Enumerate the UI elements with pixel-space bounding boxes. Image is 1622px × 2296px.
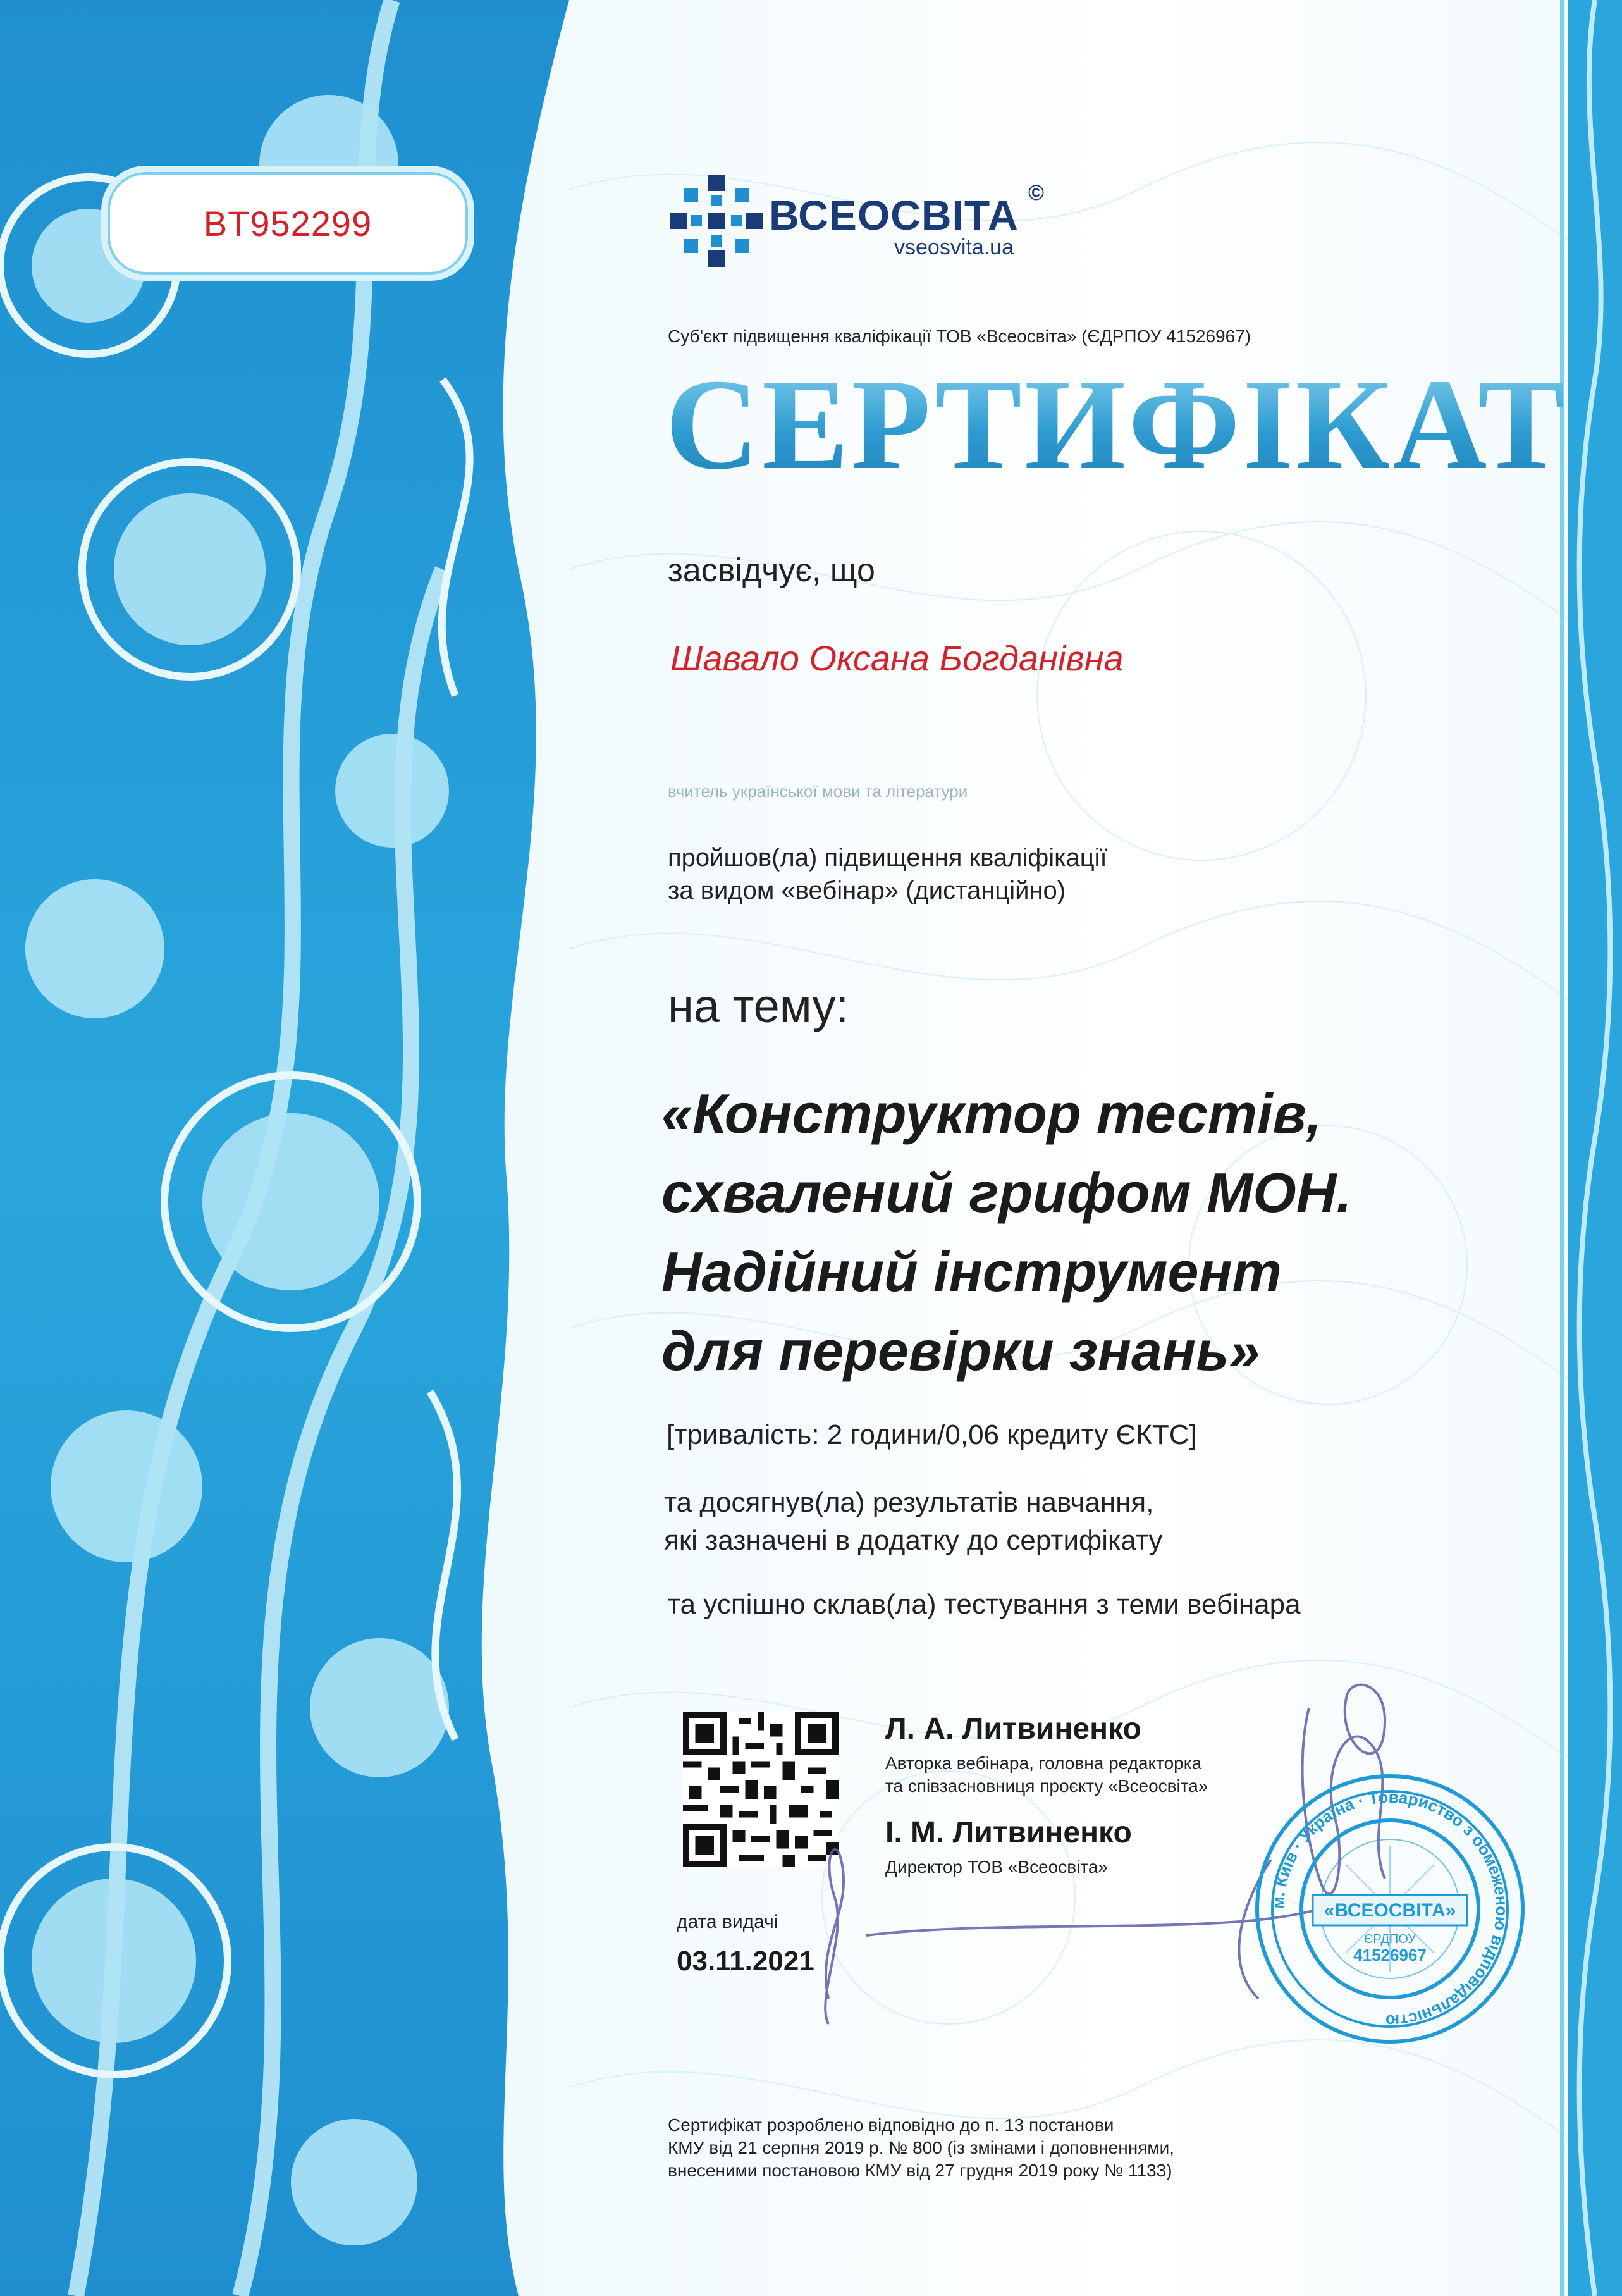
recipient-name: Шавало Оксана Богданівна [670,638,1124,678]
webinar-topic [661,1074,1352,1390]
signatory-2-name: І. М. Литвиненко [885,1816,1132,1849]
footer-line: внесеними постановою КМУ від 27 грудня 2019 року № 1133) [668,2161,1172,2180]
qualification-line: пройшов(ла) підвищення кваліфікації [668,844,1107,872]
company-stamp [1252,1771,1528,2047]
footer-line: КМУ від 21 серпня 2019 р. № 800 (із змінами і доповненнями, [668,2138,1175,2157]
qualification-text [668,841,1107,907]
signatory-1-role-line: Авторка вебінара, головна редакторка [885,1753,1202,1773]
topic-line: «Конструктор тестів, [661,1082,1322,1145]
logo-copyright: © [1028,181,1045,205]
issue-date: 03.11.2021 [677,1946,814,1977]
on-topic-label: на тему: [668,980,849,1032]
results-line: та досягнув(ла) результатів навчання, [664,1487,1154,1518]
qualification-line: за видом «вебінар» (дистанційно) [668,877,1066,904]
stamp-code-label: ЄРДПОУ [1363,1932,1416,1946]
stamp-ring-text: м. Київ · Україна · Товариство з обмеженою відповідальністю [1268,1787,1512,2031]
duration-text: [тривалість: 2 години/0,06 кредиту ЄКТС] [667,1419,1197,1450]
signatory-1-role-line: та співзасновниця проєкту «Всеосвіта» [885,1776,1208,1796]
subject-line: Суб'єкт підвищення кваліфікації ТОВ «Всеосвіта» (ЄДРПОУ 41526967) [668,326,1251,346]
footer-line: Сертифікат розроблено відповідно до п. 13 постанови [668,2115,1114,2135]
signatory-2-role: Директор ТОВ «Всеосвіта» [885,1857,1108,1877]
results-text [664,1484,1162,1560]
stamp-center-text: «ВСЕОСВІТА» [1324,1900,1456,1921]
certificate-title: СЕРТИФІКАТ [665,349,1568,500]
snowflake-logo-icon [665,170,768,272]
signatory-1-name: Л. А. Литвиненко [885,1712,1141,1746]
tested-text: та успішно склав(ла) тестування з теми вебінара [668,1589,1301,1620]
serial-number-badge [101,166,474,281]
logo-url: vseosvita.ua [894,235,1014,259]
topic-line: Надійний інструмент [661,1240,1282,1303]
certifies-text: засвідчує, що [668,552,875,589]
results-line: які зазначені в додатку до сертифікату [664,1525,1163,1556]
topic-line: для перевірки знань» [661,1319,1260,1382]
issue-date-label: дата видачі [677,1911,778,1932]
recipient-position: вчитель української мови та літератури [668,782,968,801]
logo-wordmark: ВСЕОСВІТА [769,192,1019,238]
stamp-code: 41526967 [1353,1946,1427,1965]
topic-line: схвалений грифом МОН. [661,1161,1352,1224]
signatory-1-role [885,1752,1208,1798]
serial-number: BT952299 [203,203,372,244]
footer-note [668,2114,1174,2182]
